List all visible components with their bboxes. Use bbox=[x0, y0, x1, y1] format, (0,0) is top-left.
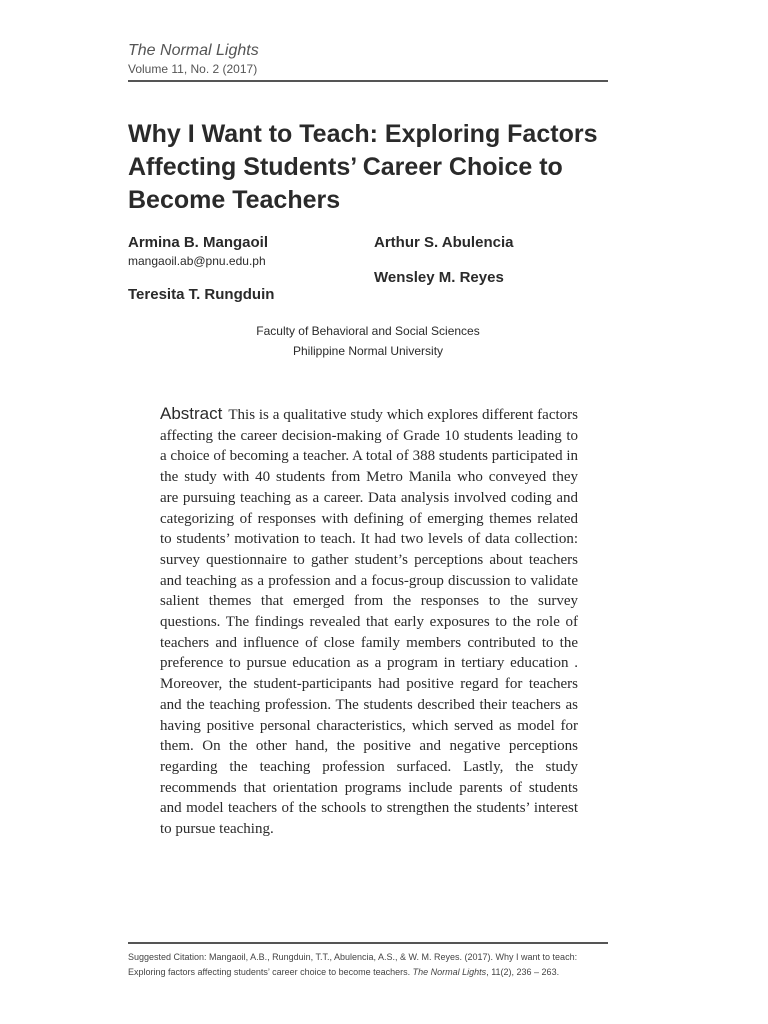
affiliation bbox=[128, 321, 608, 361]
author-email[interactable]: mangaoil.ab@pnu.edu.ph bbox=[128, 254, 266, 268]
journal-name: The Normal Lights bbox=[128, 42, 259, 59]
abstract-text: This is a qualitative study which explores different factors affecting the career decision-making of Grade 10 students leading to a choice of becoming a teacher. A total of 388 students participated in the study with 40 students from Metro Manila who conveyed they are pursuing teaching as a career. Data analysis involved coding and categorizing of responses with defining of emerging themes related to students’ motivation to teach. It had two levels of data collection: survey questionnaire to gather student’s perceptions about teachers and teaching as a profession and a focus-group discussion to validate salient themes that emerged from the responses to the survey questions. The findings revealed that early exposures to the role of teachers and influence of close family members contributed to the preference to pursue education as a program in tertiary education . Moreover, the student-participants had positive regard for teachers and the teaching profession. The students described their teachers as having positive personal characteristics, which served as model for them. On the other hand, the positive and negative perceptions regarding the teaching profession surfaced. Lastly, the study recommends that orientation programs include parents of students and model teachers of the schools to strengthen the students’ interest to pursue teaching. bbox=[160, 407, 578, 838]
author-name: Teresita T. Rungduin bbox=[128, 286, 275, 303]
abstract bbox=[160, 404, 578, 840]
abstract-label: Abstract bbox=[160, 404, 223, 423]
journal-volume: Volume 11, No. 2 (2017) bbox=[128, 62, 258, 76]
citation-journal: The Normal Lights bbox=[412, 967, 487, 977]
paper-title: Why I Want to Teach: Exploring Factors Affecting Students’ Career Choice to Become Teachers bbox=[128, 120, 598, 214]
citation-text: Suggested Citation: Mangaoil, A.B., Rungduin, T.T., Abulencia, A.S., & W. M. Reyes. (2017). Why I want to teach: Exploring factors affecting students’ career choice to become teachers. bbox=[128, 952, 578, 977]
header-divider bbox=[128, 80, 608, 82]
author-name: Arthur S. Abulencia bbox=[374, 234, 514, 251]
affiliation-faculty: Faculty of Behavioral and Social Sciences bbox=[256, 324, 480, 338]
citation-pages: , 11(2), 236 – 263. bbox=[486, 967, 560, 977]
affiliation-university: Philippine Normal University bbox=[292, 344, 444, 358]
footer-divider bbox=[128, 942, 608, 944]
journal-header bbox=[128, 41, 259, 77]
author-name: Wensley M. Reyes bbox=[374, 269, 504, 286]
author-name: Armina B. Mangaoil bbox=[128, 234, 269, 251]
suggested-citation bbox=[128, 950, 608, 980]
